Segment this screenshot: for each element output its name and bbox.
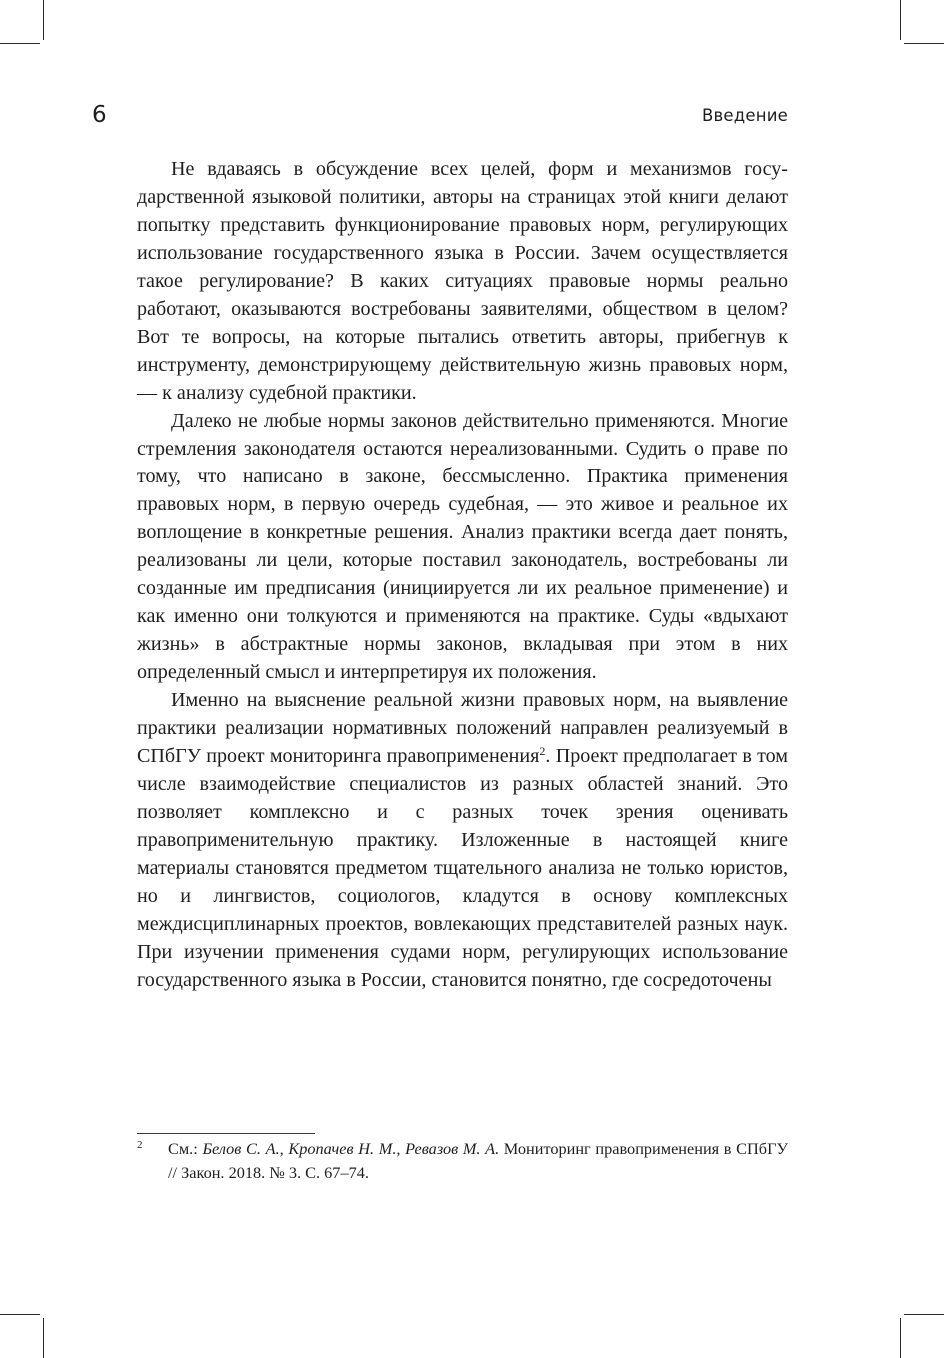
body-text: [137, 156, 788, 995]
paragraph-3: [137, 687, 788, 994]
crop-mark: [0, 43, 40, 44]
running-title: Введение: [701, 106, 788, 125]
footnote-citation: Мониторинг правоприменения в СПбГУ // Закон. 2018. № 3. С. 67–74.: [168, 1139, 789, 1182]
paragraph-3-part-1: Именно на выяснение реальной жизни правовых норм, на выявление практики реализации нормативных положений направлен реализуемый в СПбГУ проект мониторинга правоприменения: [137, 689, 788, 768]
paragraph-3-part-2: . Проект предполагает в том числе взаимодействие специалистов из разных областей знаний. Это позволяет комплексно и с разных точек зрения оценивать правоприменительную практику. Изложенные в настоящей книге материалы становятся предметом тщательного анализа не только юристов, но и лингвистов, социологов, кладутся в основу комплексных междисциплинарных проектов, вовлекающих представителей разных наук. При изучении применения судами норм, регулирующих использование государственного языка в России, становится понятно, где сосредоточены: [137, 745, 788, 991]
crop-mark: [900, 1318, 901, 1358]
footnote: [137, 1137, 788, 1184]
footnote-authors: Белов С. А., Кропачев Н. М., Ревазов М. А.: [202, 1139, 500, 1158]
footnote-reference: 2: [539, 744, 546, 759]
paragraph-2: Далеко не любые нормы законов действительно применяются. Многие стремления законодателя остаются нереализованными. Судить о праве по тому, что написано в законе, бессмысленно. Практика применения правовых норм, в первую очередь судебная, — это живое и реальное их воплощение в конкретные решения. Анализ практики всегда дает понять, реализованы ли цели, которые поставил законодатель, востребованы ли созданные им предписания (инициируется ли их реальное применение) и как именно они толкуются и применяются на практике. Суды «вдыхают жизнь» в абстрактные нормы законов, вкладывая при этом в них определенный смысл и интерпретируя их положения.: [137, 409, 788, 684]
crop-mark: [43, 0, 44, 40]
crop-mark: [904, 43, 944, 44]
footnote-number: 2: [137, 1139, 143, 1151]
footnote-text: [168, 1137, 788, 1184]
footnote-prefix: См.:: [168, 1139, 203, 1158]
crop-mark: [900, 0, 901, 40]
crop-mark: [43, 1318, 44, 1358]
footnote-separator: [137, 1133, 315, 1134]
paragraph-1: Не вдаваясь в обсуждение всех целей, форм и механизмов государственной языковой политики, авторы на страницах этой книги делают попытку представить функционирование правовых норм, регулирующих использование государственного языка в России. Зачем осуществляется такое регулирование? В каких ситуациях правовые нормы реально работают, оказываются востребованы заявителями, обществом в целом? Вот те вопросы, на которые пытались ответить авторы, прибегнув к инструменту, демонстрирующему действительную жизнь правовых норм, — к анализу судебной практики.: [137, 158, 788, 404]
page-number: 6: [92, 102, 107, 128]
crop-mark: [0, 1314, 40, 1315]
crop-mark: [904, 1314, 944, 1315]
